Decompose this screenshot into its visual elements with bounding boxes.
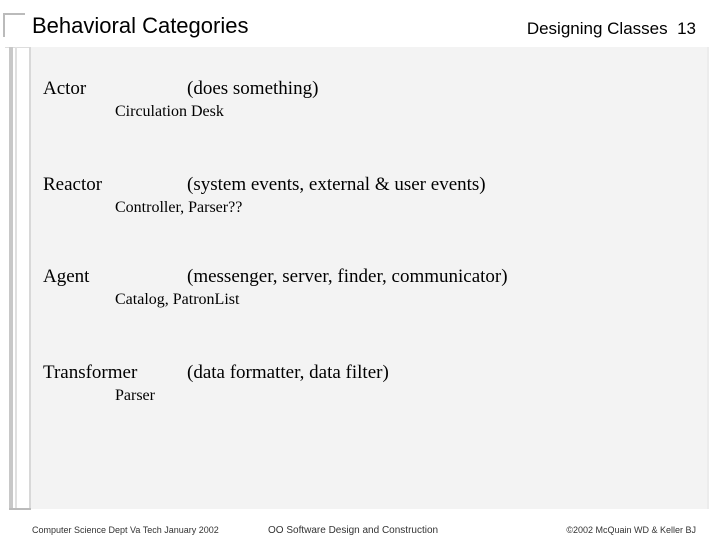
category-example: Catalog, PatronList — [115, 291, 240, 308]
bottom-bracket — [9, 508, 31, 510]
slide-header-right — [527, 19, 696, 39]
category-example: Controller, Parser?? — [115, 199, 243, 216]
category-example: Parser — [115, 387, 155, 404]
left-border-bar-inner — [29, 47, 31, 509]
category-name: Agent — [43, 266, 90, 287]
category-description: (messenger, server, finder, communicator) — [187, 266, 508, 287]
left-border-bar-mid — [15, 47, 17, 509]
course-title: Designing Classes — [526, 19, 668, 38]
page-number: 13 — [677, 19, 696, 38]
corner-bracket-vertical — [3, 13, 5, 37]
category-name: Transformer — [43, 362, 138, 383]
left-border-bar — [9, 47, 13, 509]
footer-right-text: ©2002 McQuain WD & Keller BJ — [566, 525, 696, 535]
slide-title: Behavioral Categories — [32, 13, 249, 38]
footer-center-text: OO Software Design and Construction — [268, 525, 439, 536]
category-description: (system events, external & user events) — [187, 174, 486, 195]
category-name: Actor — [43, 78, 87, 99]
category-description: (does something) — [187, 78, 319, 99]
footer-left-text: Computer Science Dept Va Tech January 2002 — [32, 525, 219, 535]
category-name: Reactor — [43, 174, 103, 195]
category-example: Circulation Desk — [115, 103, 224, 120]
category-description: (data formatter, data filter) — [187, 362, 389, 383]
corner-bracket-horizontal — [3, 13, 25, 15]
